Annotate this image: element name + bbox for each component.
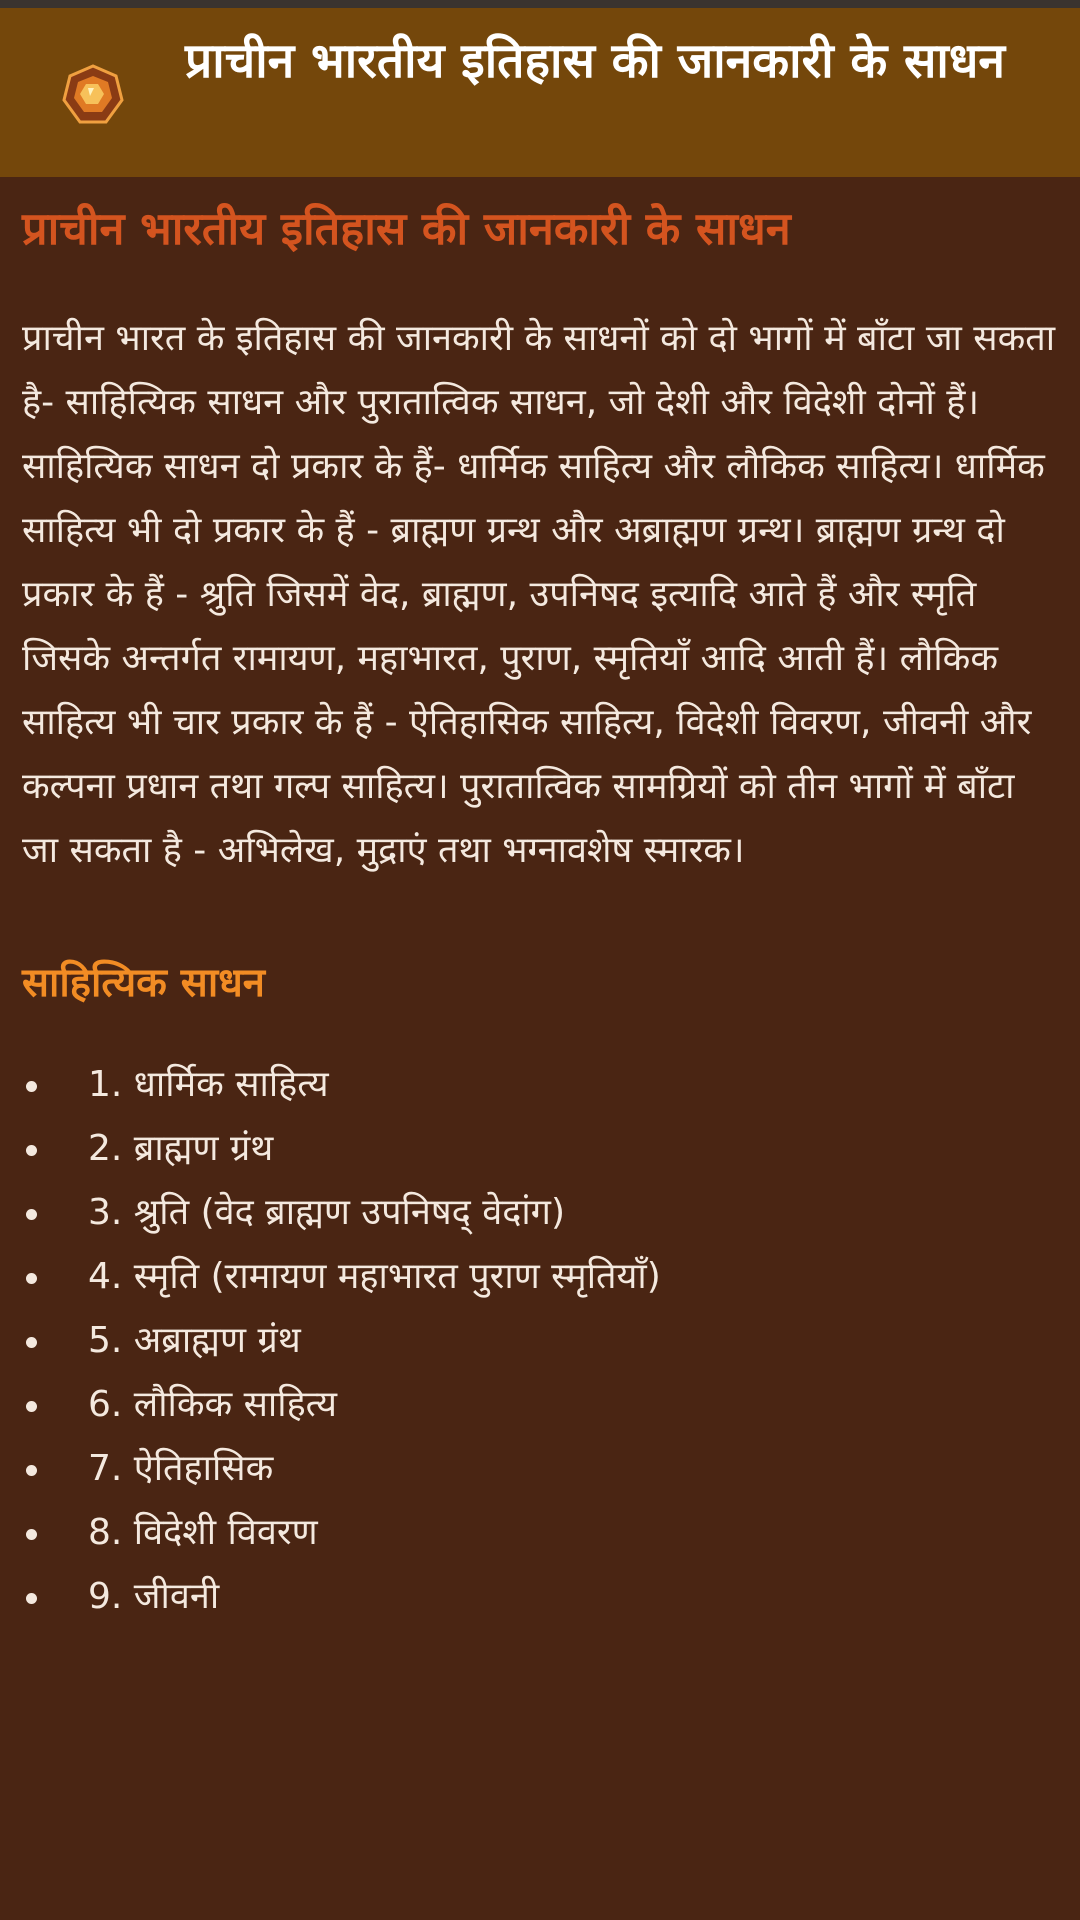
list-item <box>22 1309 1058 1373</box>
list-item-text: 6. लौकिक साहित्य <box>88 1384 338 1425</box>
bullet-icon <box>26 1337 37 1348</box>
list-item-text: 1. धार्मिक साहित्य <box>88 1064 329 1105</box>
bullet-icon <box>26 1209 37 1220</box>
list-item-text: 7. ऐतिहासिक <box>88 1448 274 1489</box>
bullet-icon <box>26 1081 37 1092</box>
app-title: प्राचीन भारतीय इतिहास की जानकारी के साधन <box>185 33 1005 89</box>
bullet-icon <box>26 1401 37 1412</box>
bullet-icon <box>26 1273 37 1284</box>
page-heading: प्राचीन भारतीय इतिहास की जानकारी के साधन <box>22 202 791 255</box>
list-item-text: 5. अब्राह्मण ग्रंथ <box>88 1320 301 1361</box>
bullet-icon <box>26 1593 37 1604</box>
list-item <box>22 1117 1058 1181</box>
list-item <box>22 1437 1058 1501</box>
bullet-icon <box>26 1529 37 1540</box>
list-item-text: 8. विदेशी विवरण <box>88 1512 318 1553</box>
bullet-icon <box>26 1465 37 1476</box>
list-item <box>22 1565 1058 1629</box>
list-item-text: 9. जीवनी <box>88 1576 220 1617</box>
list-item <box>22 1373 1058 1437</box>
literary-sources-list <box>22 1053 1058 1629</box>
app-header <box>0 8 1080 177</box>
section-heading: साहित्यिक साधन <box>22 960 266 1006</box>
intro-paragraph: प्राचीन भारत के इतिहास की जानकारी के साधनों को दो भागों में बाँटा जा सकता है- साहित्यिक साधन और पुरातात्विक साधन, जो देशी और विदेशी दोनों हैं। साहित्यिक साधन दो प्रकार के हैं- धार्मिक साहित्य और लौकिक साहित्य। धार्मिक साहित्य भी दो प्रकार के हैं - ब्राह्मण ग्रन्थ और अब्राह्मण ग्रन्थ। ब्राह्मण ग्रन्थ दो प्रकार के हैं - श्रुति जिसमें वेद, ब्राह्मण, उपनिषद इत्यादि आते हैं और स्मृति जिसके अन्तर्गत रामायण, महाभारत, पुराण, स्मृतियाँ आदि आती हैं। लौकिक साहित्य भी चार प्रकार के हैं - ऐतिहासिक साहित्य, विदेशी विवरण, जीवनी और कल्पना प्रधान तथा गल्प साहित्य। पुरातात्विक सामग्रियों को तीन भागों में बाँटा जा सकता है - अभिलेख, मुद्राएं तथा भग्नावशेष स्मारक। <box>22 318 1056 871</box>
bullet-icon <box>26 1145 37 1156</box>
status-bar-strip <box>0 0 1080 8</box>
list-item-text: 4. स्मृति (रामायण महाभारत पुराण स्मृतियाँ) <box>88 1256 661 1297</box>
list-item-text: 2. ब्राह्मण ग्रंथ <box>88 1128 274 1169</box>
gem-stone-icon[interactable] <box>58 60 128 130</box>
list-item <box>22 1245 1058 1309</box>
list-item <box>22 1181 1058 1245</box>
list-item <box>22 1501 1058 1565</box>
list-item-text: 3. श्रुति (वेद ब्राह्मण उपनिषद् वेदांग) <box>88 1192 565 1233</box>
list-item <box>22 1053 1058 1117</box>
article-content <box>0 177 1080 1629</box>
